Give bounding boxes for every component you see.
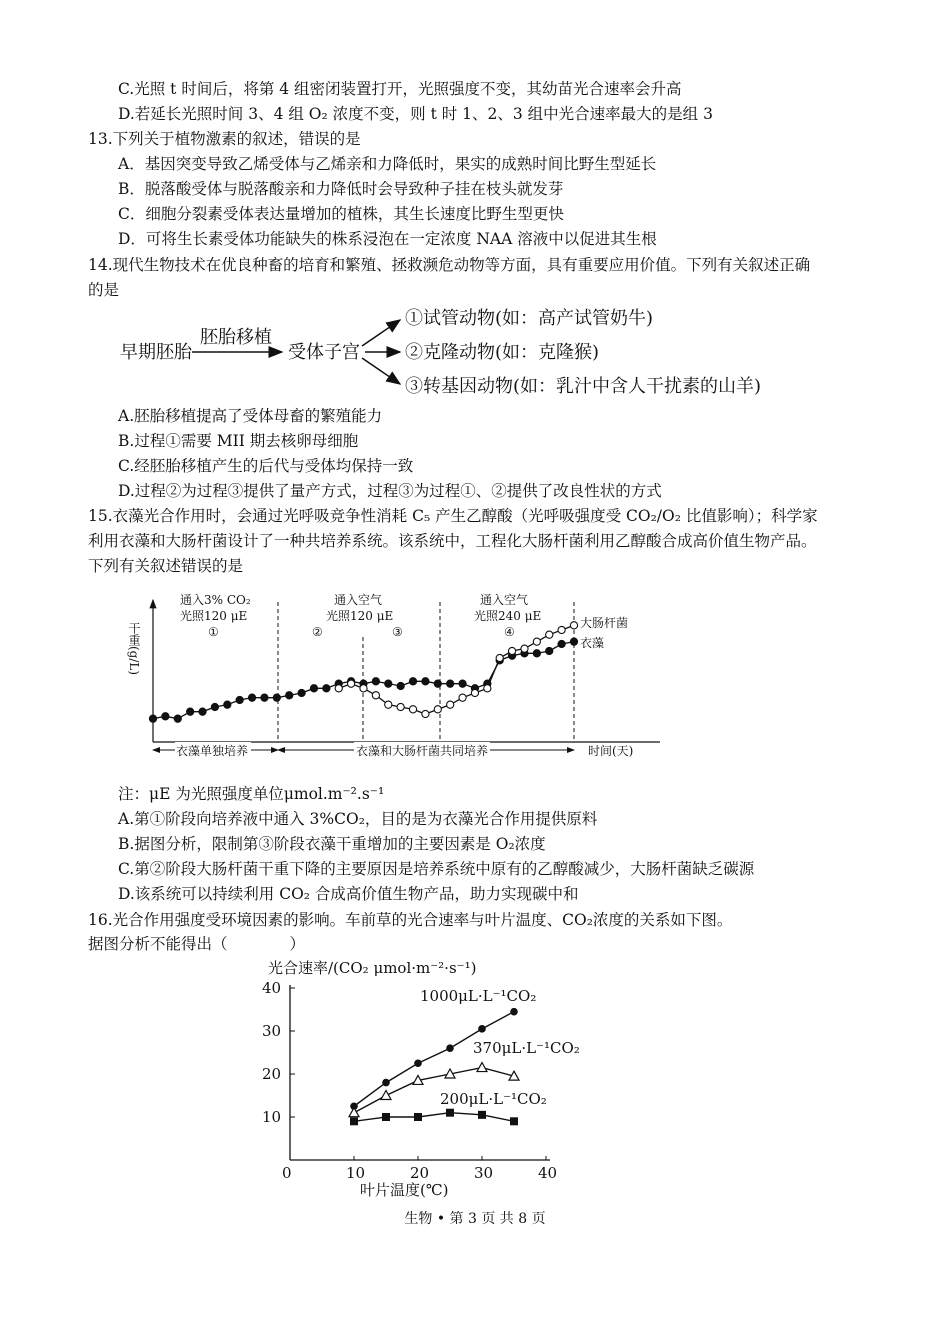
chart2-xtick-3: 30 (474, 1164, 494, 1182)
chart1-point-0-7 (236, 696, 243, 703)
chart2-point-1-0 (349, 1108, 359, 1117)
chart1-point-1-0 (335, 685, 342, 692)
q15-option-c: C.第②阶段大肠杆菌干重下降的主要原因是培养系统中原有的乙醇酸减少，大肠杆菌缺乏碳源 (118, 860, 755, 878)
chart1-point-1-4 (385, 701, 392, 708)
stage1-line1: 通入3% CO₂ (180, 593, 251, 607)
chart1-point-1-16 (533, 638, 540, 645)
q15-option-d: D.该系统可以持续利用 CO₂ 合成高价值生物产品，助力实现碳中和 (118, 885, 579, 903)
q16-stem-2: 据图分析不能得出（ ） (88, 935, 306, 953)
chart1-point-0-31 (533, 650, 540, 657)
chart2-point-2-5 (510, 1117, 518, 1125)
chart2-point-2-0 (350, 1117, 358, 1125)
chart2-point-0-3 (446, 1044, 454, 1052)
chart1-point-1-17 (546, 631, 553, 638)
chart1-point-0-12 (298, 689, 305, 696)
embryo-transfer-diagram (110, 300, 830, 405)
legend-ecoli: 大肠杆菌 (580, 616, 629, 630)
chart1-point-1-5 (397, 703, 404, 710)
chart2-point-0-2 (414, 1059, 422, 1067)
chart2-legend-1: 370μL·L⁻¹CO₂ (473, 1039, 580, 1057)
chart1-point-0-11 (286, 692, 293, 699)
chart2-point-2-2 (414, 1113, 422, 1121)
chart1-point-1-8 (434, 706, 441, 713)
chart2-title: 光合速率/(CO₂ μmol·m⁻²·s⁻¹) (268, 959, 477, 977)
q12-option-d: D.若延长光照时间 3、4 组 O₂ 浓度不变，则 t 时 1、2、3 组中光合速率最大的是组 3 (118, 105, 713, 123)
chart2-point-0-5 (510, 1008, 518, 1016)
chart2-ytick-1: 20 (262, 1065, 282, 1083)
chart1-point-0-3 (187, 708, 194, 715)
chart2-ytick-0: 10 (262, 1108, 282, 1126)
stage4-line1: 通入空气 (480, 593, 529, 607)
chart2-xtick-1: 10 (346, 1164, 366, 1182)
chart1-point-1-15 (521, 645, 528, 652)
stage3-num: ③ (392, 625, 403, 639)
diagram-arrow-label: 胚胎移植 (200, 327, 272, 348)
chart2-point-2-4 (478, 1111, 486, 1119)
stage4-num: ④ (504, 625, 515, 639)
diagram-branch-1: ①试管动物(如：高产试管奶牛) (405, 308, 654, 329)
chart1-point-1-14 (508, 647, 515, 654)
q15-note: 注：μE 为光照强度单位μmol.m⁻².s⁻¹ (118, 785, 385, 803)
q15-stem-3: 下列有关叙述错误的是 (88, 557, 244, 575)
chart2-xtick-4: 40 (538, 1164, 558, 1182)
chart2-ytick-3: 40 (262, 979, 282, 997)
chart1-point-0-4 (199, 708, 206, 715)
q14-option-a: A.胚胎移植提高了受体母畜的繁殖能力 (118, 407, 383, 425)
page-footer: 生物 • 第 3 页 共 8 页 (404, 1211, 546, 1227)
chart1-point-0-25 (459, 680, 466, 687)
chart1-point-1-19 (570, 622, 577, 629)
legend-algae: 衣藻 (580, 636, 605, 650)
q13-option-a: A．基因突变导致乙烯受体与乙烯亲和力降低时，果实的成熟时间比野生型延长 (118, 155, 657, 173)
q13-stem: 13.下列关于植物激素的叙述，错误的是 (88, 130, 361, 148)
q13-option-b: B．脱落酸受体与脱落酸亲和力降低时会导致种子挂在枝头就发芽 (118, 180, 564, 198)
chart1-xlabel: 时间(天) (588, 744, 634, 758)
chart1-point-0-1 (162, 713, 169, 720)
q14-option-d: D.过程②为过程③提供了量产方式，过程③为过程①、②提供了改良性状的方式 (118, 482, 662, 500)
q14-option-b: B.过程①需要 MII 期去核卵母细胞 (118, 432, 359, 450)
diagram-start: 早期胚胎 (120, 342, 192, 363)
chart1-point-1-10 (459, 694, 466, 701)
label-alone: 衣藻单独培养 (176, 744, 249, 758)
stage2-num: ② (312, 625, 323, 639)
chart1-point-0-13 (310, 685, 317, 692)
diagram-branch-2: ②克隆动物(如：克隆猴) (405, 342, 600, 363)
chart1-point-0-22 (422, 678, 429, 685)
q15-stem-2: 利用衣藻和大肠杆菌设计了一种共培养系统。该系统中，工程化大肠杆菌利用乙醇酸合成高价值生物产品。 (88, 532, 817, 550)
diagram-arrow-1 (362, 320, 400, 346)
chart1-point-0-34 (570, 638, 577, 645)
chart1-point-1-13 (496, 654, 503, 661)
q16-stem-1: 16.光合作用强度受环境因素的影响。车前草的光合速率与叶片温度、CO₂浓度的关系如下图。 (88, 911, 733, 929)
q14-stem-1: 14.现代生物技术在优良种畜的培育和繁殖、拯救濒危动物等方面，具有重要应用价值。下列有关叙述正确 (88, 256, 811, 274)
stage1-num: ① (208, 625, 219, 639)
chart2-point-2-3 (446, 1109, 454, 1117)
q15-stem-1: 15.衣藻光合作用时，会通过光呼吸竞争性消耗 C₅ 产生乙醇酸（光呼吸强度受 CO₂/O₂ 比值影响）；科学家 (88, 507, 818, 525)
chart1-point-0-2 (174, 715, 181, 722)
chart1-point-1-12 (484, 685, 491, 692)
chart1-point-0-10 (273, 694, 280, 701)
chart2-series-line-2 (354, 1113, 514, 1122)
q14-stem-2: 的是 (88, 281, 120, 299)
chart1-point-1-2 (360, 685, 367, 692)
chart1-point-0-18 (372, 678, 379, 685)
chart1-point-0-32 (546, 647, 553, 654)
chart1-point-1-11 (471, 689, 478, 696)
chart2-xlabel: 叶片温度(℃) (360, 1181, 449, 1199)
algae-coculture-chart (120, 582, 680, 772)
chart1-point-1-7 (422, 710, 429, 717)
chart2-xtick-2: 20 (410, 1164, 430, 1182)
q12-option-c: C.光照 t 时间后，将第 4 组密闭装置打开，光照强度不变，其幼苗光合速率会升高 (118, 80, 682, 98)
q15-option-a: A.第①阶段向培养液中通入 3%CO₂，目的是为衣藻光合作用提供原料 (118, 810, 598, 828)
diagram-arrow-3 (362, 358, 400, 384)
stage4-line2: 光照240 μE (474, 609, 542, 623)
chart2-legend-0: 1000μL·L⁻¹CO₂ (420, 987, 537, 1005)
chart2-point-2-1 (382, 1113, 390, 1121)
stage2-line2: 光照120 μE (326, 609, 394, 623)
chart1-point-0-19 (385, 680, 392, 687)
chart1-point-1-9 (447, 701, 454, 708)
chart1-point-0-24 (447, 680, 454, 687)
chart1-point-0-9 (261, 694, 268, 701)
chart2-point-1-4 (477, 1063, 487, 1072)
q13-option-d: D．可将生长素受体功能缺失的株系浸泡在一定浓度 NAA 溶液中以促进其生根 (118, 230, 657, 248)
stage2-line1: 通入空气 (334, 593, 383, 607)
chart2-point-0-4 (478, 1025, 486, 1033)
chart1-point-0-5 (211, 703, 218, 710)
diagram-branch-3: ③转基因动物(如：乳汁中含人干扰素的山羊) (405, 376, 762, 397)
chart1-point-0-6 (224, 701, 231, 708)
chart1-point-0-21 (409, 678, 416, 685)
chart1-point-1-1 (348, 680, 355, 687)
photosynthesis-temperature-chart (250, 955, 630, 1200)
chart1-point-1-3 (372, 692, 379, 699)
chart1-point-0-14 (323, 685, 330, 692)
q14-option-c: C.经胚胎移植产生的后代与受体均保持一致 (118, 457, 414, 475)
chart1-point-0-8 (248, 694, 255, 701)
stage1-line2: 光照120 μE (180, 609, 248, 623)
chart2-legend-2: 200μL·L⁻¹CO₂ (440, 1090, 547, 1108)
chart2-xtick-0: 0 (282, 1164, 292, 1182)
chart1-point-0-0 (149, 715, 156, 722)
chart1-point-0-20 (397, 682, 404, 689)
chart1-ylabel: 干重(g/L) (127, 622, 141, 676)
diagram-middle: 受体子宫 (288, 342, 360, 363)
chart2-point-1-1 (381, 1091, 391, 1100)
q13-option-c: C．细胞分裂素受体表达量增加的植株，其生长速度比野生型更快 (118, 205, 564, 223)
q15-option-b: B.据图分析，限制第③阶段衣藻干重增加的主要因素是 O₂浓度 (118, 835, 546, 853)
chart1-point-0-23 (434, 680, 441, 687)
chart1-point-1-18 (558, 626, 565, 633)
chart2-ytick-2: 30 (262, 1022, 282, 1040)
label-co: 衣藻和大肠杆菌共同培养 (356, 744, 489, 758)
chart1-point-1-6 (409, 706, 416, 713)
chart1-point-0-33 (558, 640, 565, 647)
chart2-point-0-1 (382, 1079, 390, 1087)
